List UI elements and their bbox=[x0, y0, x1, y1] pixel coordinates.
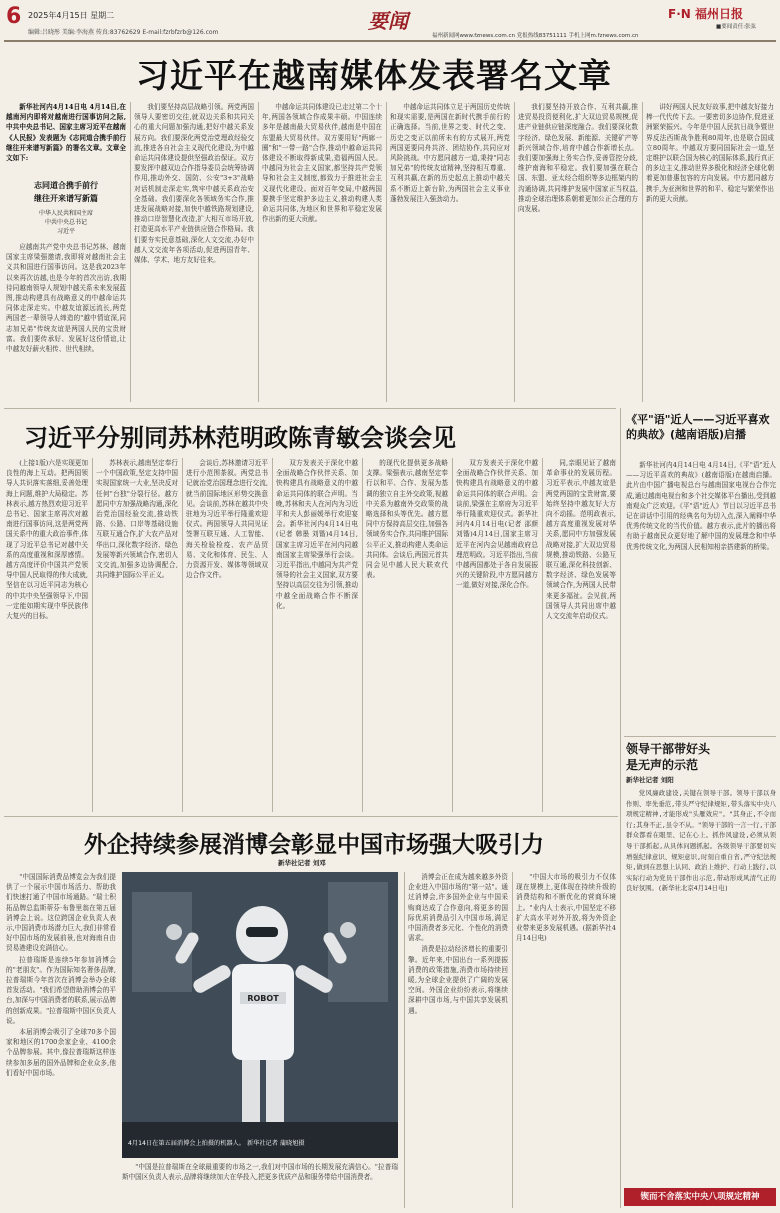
page-date: 2025年4月15日 星期二 bbox=[28, 11, 115, 20]
article1-title-box bbox=[6, 176, 126, 238]
article1-lead-text: 新华社河内4月14日电 4月14日,在越南河内即将对越南进行国事访问之际,中共中央总书记、国家主席习近平在越南《人民报》发表题为《志同道合携手前行 继往开来谱写新篇》的署名文章。文章全文如下: bbox=[6, 103, 126, 163]
article2-col3 bbox=[186, 458, 268, 814]
article4-text: 新华社河内4月14日电 4月14日,《平"语"近人——习近平喜欢的典故》(越南语版)在越南启播。此片由中国广播电视总台与越南国家电视台合作完成,通过越南电视台和多个社交媒体平台播出,受到越南观众广泛欢迎。《平"语"近人》节目以习近平总书记在讲话中引用的经典名句为切入点,深入阐释中华优秀传统文化的当代价值。越方表示,此片的播出将有助于越南民众更好地了解中国的发展理念和中华优秀传统文化,为两国人民相知相亲搭建新的桥梁。 bbox=[626, 461, 776, 551]
box-author-3: 习近平 bbox=[56, 228, 75, 235]
article3-col7-text: "中国大市场的吸引力不仅体现在规模上,更体现在持续升级的消费结构和不断优化的营商环境上。"业内人士表示,中国坚定不移扩大高水平对外开放,将为外资企业带来更多发展机遇。(据新华社4月14日电) bbox=[516, 873, 616, 943]
article5-banner: 锲而不舍落实中央八项规定精神 bbox=[624, 1188, 776, 1206]
article3-col6-text: 消费是拉动经济增长的重要引擎。近年来,中国出台一系列提振消费的政策措施,消费市场持续回暖,为全球企业提供了广阔的发展空间。外国企业纷纷表示,将继续深耕中国市场,与中国共享发展机遇。 bbox=[408, 945, 508, 1015]
article2-col6-text: 双方发表关于深化中越全面战略合作伙伴关系、加快构建具有战略意义的中越命运共同体的联合声明。会谈前,梁强在主席府为习近平举行隆重欢迎仪式。新华社河内4月14日电(记者 邵颜 刘锴)4月14日,国家主席习近平在河内会见越南政府总理范明政。习近平指出,当前中越两国都处于各自发展振兴的关键阶段,中方愿同越方一道,做好对接,深化合作。 bbox=[456, 459, 538, 590]
article3-col7 bbox=[516, 872, 616, 1208]
article2-col4 bbox=[276, 458, 358, 814]
article1-headline: 习近平在越南媒体发表署名文章 bbox=[136, 56, 612, 95]
article2-col2-text: 苏林表示,越南坚定奉行一个中国政策,坚定支持中国实现国家统一大业,坚决反对任何"台独"分裂行径。越方愿同中方加强战略沟通,深化治党治国经验交流,推动铁路、公路、口岸等基础设施互联互通合作,扩大农产品对华出口,深化数字经济、绿色发展等新兴领域合作,密切人文交流,加强多边协调配合,共同维护国际公平正义。 bbox=[96, 459, 178, 580]
newspaper-logo: F·N 福州日报 bbox=[668, 7, 743, 21]
article2-col1 bbox=[6, 458, 88, 814]
article1-col4-text: 中越命运共同体立足于两国历史传统和现实需要,是两国在新时代携手前行的正确选择。当前,世界之变、时代之变、历史之变正以前所未有的方式展开,两党两国更要同舟共济、团结协作,共同应对风险挑战。中方愿同越方一道,秉持"同志加兄弟"的传统友谊精神,坚持相互尊重、互利共赢,在新的历史起点上推动中越关系不断迈上新台阶,为两国社会主义事业蓬勃发展注入强劲动力。 bbox=[390, 103, 510, 203]
article3-col2-text: 拉普瑞斯是连续5年参加消博会的"老朋友"。作为国际知名奢侈品牌,拉普瑞斯今年首次在消博会举办全球首发活动。"我们希望借助消博会的平台,加深与中国消费者的联系,展示品牌的创新成果。"拉普瑞斯中国区负责人说。 bbox=[6, 955, 116, 1025]
article3-col4-text: "中国是拉普瑞斯在全球最重要的市场之一,我们对中国市场的长期发展充满信心。"拉普瑞斯中国区负责人表示,品牌将继续加大在华投入,把更多优质产品和服务带给中国消费者。 bbox=[122, 1163, 398, 1182]
article2-col2 bbox=[96, 458, 178, 814]
article4-headline: 《平"语"近人——习近平喜欢的典故》(越南语版)启播 bbox=[626, 413, 770, 441]
article2-col1-text: (上接1版)六是实现更加良性的海上互动。把两国领导人共识落实落细,妥善处理海上问题,维护大局稳定。苏林表示,越方热烈欢迎习近平总书记、国家主席再次对越南进行国事访问,这是两党两国关系中的重大政治事件,体现了习近平总书记对越中关系的高度重视和深厚感情。越方高度评价中国共产党领导中国人民取得的伟大成就,坚信在以习近平同志为核心的中共中央坚强领导下,中国一定能如期实现中华民族伟大复兴的目标。 bbox=[6, 459, 88, 621]
article1-col1 bbox=[6, 242, 126, 404]
article1-col2-text: 我们要坚持高层战略引领。两党两国领导人要密切交往,就双边关系和共同关心的重大问题加强沟通,把好中越关系发展方向。我们要深化两党治党理政经验交流,推进各自社会主义现代化建设,为中越命运共同体建设提供坚强政治保证。双方要发挥中越双边合作指导委员会统筹协调作用,推动外交、国防、公安"3+3"战略对话机制走深走实,筑牢中越关系政治安全基础。我们要深化各领域务实合作,推进发展战略对接,加快中越铁路规划建设,推动口岸智慧化改造,扩大相互市场开放,打造更高水平产业链供应链合作格局。我们要夯实民意基础,深化人文交流,办好中越人文交流年各项活动,促进两国青年、媒体、学术、地方友好往来。 bbox=[134, 103, 254, 265]
box-author-2: 中共中央总书记 bbox=[44, 219, 87, 226]
article2-col4-text: 双方发表关于深化中越全面战略合作伙伴关系、加快构建具有战略意义的中越命运共同体的联合声明。当晚,苏林和夫人在河内为习近平和夫人彭丽媛举行欢迎宴会。新华社河内4月14日电(记者 韩墨 刘锴)4月14日,国家主席习近平在河内同越南国家主席梁强举行会谈。习近平指出,中越同为共产党领导的社会主义国家,双方要坚持以高层交往为引领,推动中越全面战略合作不断深化。 bbox=[276, 459, 358, 610]
article3-col3-text: 本届消博会吸引了全球70多个国家和地区的1700余家企业、4100余个品牌参展。其中,像拉普瑞斯这样连续参加多届的国外品牌和企业众多,他们看好中国市场。 bbox=[6, 1028, 116, 1077]
article5-text: 党风廉政建设,关键在领导干部。领导干部以身作则、率先垂范,带头严守纪律规矩,带头落实中央八项规定精神,才能形成"头雁效应"。"其身正,不令而行;其身不正,虽令不从。"领导干部的一言一行,干部群众都看在眼里、记在心上。抓作风建设,必须从领导干部抓起,从具体问题抓起。各级领导干部要切实增强纪律意识、规矩意识,时刻自重自省,严守纪法规矩,做到在思想上认同、政治上维护、行动上践行,以实际行动为党员干部作出示范,带动形成风清气正的良好氛围。(新华社北京4月14日电) bbox=[626, 789, 776, 893]
section-title: 要闻 bbox=[368, 9, 408, 33]
article3-col1 bbox=[6, 872, 116, 1208]
article3-col-lower bbox=[122, 1162, 398, 1208]
article1-col3-text: 中越命运共同体建设已走过第二个十年,两国各领域合作成果丰硕。中国连续多年是越南最大贸易伙伴,越南是中国在东盟最大贸易伙伴。双方要用好"两廊一圈"和"一带一路"合作,推动中越命运共同体建设不断取得新成果,造福两国人民。中越同为社会主义国家,都坚持共产党领导和社会主义制度,都致力于推进社会主义现代化建设。面对百年变局,中越两国要携手坚定维护多边主义,推动构建人类命运共同体,为地区和世界和平稳定发展作出新的更大贡献。 bbox=[262, 103, 382, 224]
box-title-2: 继往开来谱写新篇 bbox=[34, 194, 98, 203]
page-number: 6 bbox=[6, 4, 22, 29]
article3-byline: 新华社记者 刘邓 bbox=[278, 859, 326, 867]
article1-col3 bbox=[262, 102, 382, 404]
article2-headline: 习近平分别同苏林范明政陈青敏会谈会见 bbox=[24, 424, 456, 452]
article5-byline: 新华社记者 刘阳 bbox=[626, 776, 674, 784]
box-title-1: 志同道合携手前行 bbox=[34, 181, 98, 190]
article1-col4 bbox=[390, 102, 510, 404]
article1-col6 bbox=[646, 102, 774, 404]
article5-headline-1: 领导干部带好头 bbox=[626, 742, 711, 756]
editor-info: 编辑:吕晓彤 美编:李海燕 传真:83762629 E-mail:fzrbfzrb@126.com bbox=[28, 29, 219, 36]
article1-col5 bbox=[518, 102, 638, 404]
article3-col1-text: "中国国际消费品博览会为我们提供了一个展示中国市场活力、帮助我们快速打通了中国市场通路。"瑞士积拓品牌总监斯蒂芬·布鲁里翁在第五届消博会上说。这位跨国企业负责人表示,中国消费市场潜力巨大,我们非常看好中国市场的发展前景,也对海南自由贸易港建设充满信心。 bbox=[6, 873, 116, 953]
article2-col6 bbox=[456, 458, 538, 814]
article1-col2 bbox=[134, 102, 254, 404]
robot-illustration bbox=[122, 872, 398, 1158]
robot-photo bbox=[122, 872, 398, 1158]
url-bar: 福州新闻网www.fznews.com.cn 党报热线83751111 手机上网m.fznews.com.cn bbox=[432, 33, 639, 39]
article1-col1-text: 应越南共产党中央总书记苏林、越南国家主席梁强邀请,我即将对越南社会主义共和国进行国事访问。这是我2023年以来再次访越,也是今年的首次出访,我期待同越南领导人规划中越关系未来发展蓝图,推动构建具有战略意义的中越命运共同体走深走实。中越友谊源远流长,两党两国老一辈领导人缔造的"越中情谊深,同志加兄弟"传统友谊是两国人民的宝贵财富。我们要传承好、发展好这份情谊,让中越友好薪火相传、世代相续。 bbox=[6, 243, 126, 354]
article3-col5-text: 消博会正在成为越来越多外资企业进入中国市场的"第一站"。通过消博会,许多国外企业与中国采购商达成了合作意向,将更多的国际优质消费品引入中国市场,满足中国消费者多元化、个性化的消费需求。 bbox=[408, 873, 508, 943]
photo-caption: 4月14日在第五届消博会上拍摄的机器人。 新华社记者 蒲晓旭摄 bbox=[128, 1140, 305, 1147]
article2-col5 bbox=[366, 458, 448, 814]
article5-headline-2: 是无声的示范 bbox=[626, 758, 699, 772]
article4-body bbox=[626, 460, 776, 732]
robot-chest-label: ROBOT bbox=[247, 994, 279, 1003]
page-header bbox=[0, 0, 780, 40]
article3-col5 bbox=[408, 872, 508, 1208]
section-editor-tag: ■要闻责任:张弦 bbox=[716, 24, 757, 30]
article2-col7-text: 同,亲眼见证了越南革命事业的发展历程。习近平表示,中越友谊是两党两国的宝贵财富,要始终坚持中越友好大方向不动摇。范明政表示,越方高度重视发展对华关系,愿同中方加强发展战略对接,扩大双边贸易规模,推动铁路、公路互联互通,深化科技创新、数字经济、绿色发展等领域合作,为两国人民带来更多福祉。会见前,两国领导人共同出席中越人文交流年启动仪式。 bbox=[546, 459, 616, 621]
article2-col5-text: 的现代化提供更多战略支撑。梁强表示,越南坚定奉行以和平、合作、发展为基调的独立自主外交政策,视越中关系为越南外交政策的战略选择和头等优先。越方愿同中方保持高层交往,加强各领域务实合作,共同维护国际公平正义,推动构建人类命运共同体。会谈后,两国元首共同会见中越人民大联欢代表。 bbox=[366, 459, 448, 580]
article1-col5-text: 我们要坚持开放合作、互利共赢,推进贸易投资便利化,扩大双边贸易规模,促进产业链供应链深度融合。我们要深化数字经济、绿色发展、新能源、关键矿产等新兴领域合作,培育中越合作新增长点。我们要加强海上务实合作,妥善管控分歧,维护南海和平稳定。我们要加强在联合国、东盟、亚太经合组织等多边框架内的沟通协调,共同维护发展中国家正当权益,推动全球治理体系朝着更加公正合理的方向发展。 bbox=[518, 103, 638, 214]
article3-headline: 外企持续参展消博会彰显中国市场强大吸引力 bbox=[84, 832, 544, 858]
box-author-1: 中华人民共和国主席 bbox=[38, 210, 93, 217]
article2-col3-text: 会谈后,苏林邀请习近平进行小范围茶叙。两党总书记就治党治国理念进行交流,就当前国际地区形势交换意见。会谈前,苏林在越共中央驻地为习近平举行隆重欢迎仪式。两国领导人共同见证签署互联互通、人工智能、海关检验检疫、农产品贸易、文化和体育、民生、人力资源开发、媒体等领域双边合作文件。 bbox=[186, 459, 268, 580]
article1-col6-text: 讲好两国人民友好故事,把中越友好接力棒一代代传下去。一要密切多边协作,促进亚洲繁荣振兴。今年是中国人民抗日战争暨世界反法西斯战争胜利80周年,也是联合国成立80周年。中越双方要同国际社会一道,坚定维护以联合国为核心的国际体系,践行真正的多边主义,推动世界多极化和经济全球化朝着更加普惠包容的方向发展。中方愿同越方携手,为亚洲和世界的和平、稳定与繁荣作出新的更大贡献。 bbox=[646, 103, 774, 203]
article5-body bbox=[626, 788, 776, 1178]
article2-col7 bbox=[546, 458, 616, 814]
